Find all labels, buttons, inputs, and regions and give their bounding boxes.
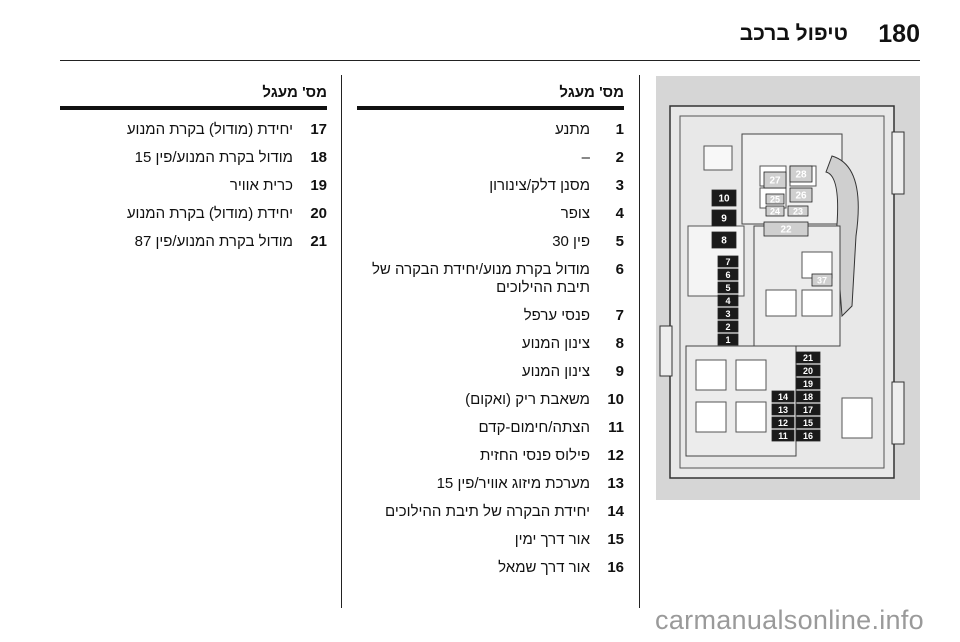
top-relay [704, 146, 732, 170]
fuse-label: 24 [769, 206, 781, 217]
fuse-21 [796, 352, 820, 363]
table-row [357, 302, 624, 330]
fuse-label: 5 [725, 283, 731, 293]
header-divider [60, 60, 920, 61]
fuse-6 [718, 269, 738, 280]
column-divider-left [341, 75, 342, 608]
circuit-description: יחידת (מודול) בקרת המנוע [126, 121, 293, 138]
table-body [357, 116, 624, 582]
fuse-table-continued [60, 78, 327, 256]
circuit-number: 8 [615, 335, 624, 352]
fuse-22 [764, 222, 808, 236]
fuse-label: 11 [778, 431, 788, 441]
fuse-15 [796, 417, 820, 428]
fuse-label: 1 [725, 335, 731, 345]
table-row [357, 172, 624, 200]
circuit-number: 7 [615, 307, 624, 324]
fuse-11 [772, 430, 794, 441]
watermark: carmanualsonline.info [655, 605, 924, 635]
table-row [60, 116, 327, 144]
fuse-label: 8 [721, 235, 727, 247]
table-row [357, 330, 624, 358]
circuit-number: 17 [310, 121, 327, 138]
fuse-24 [766, 206, 784, 217]
circuit-number: 15 [607, 531, 624, 548]
table-header-label: מס' מעגל [262, 84, 327, 101]
circuit-description: אור דרך שמאל [498, 559, 590, 576]
circuit-number: 9 [615, 363, 624, 380]
table-row [60, 144, 327, 172]
table-row [357, 144, 624, 172]
circuit-description: צינון המנוע [521, 363, 590, 380]
circuit-description: מודול בקרת המנוע/פין 87 [134, 233, 293, 250]
table-row [357, 256, 624, 302]
chapter-title: טיפול ברכב [739, 22, 848, 45]
fuse-7 [718, 256, 738, 267]
fuse-label: 7 [725, 257, 731, 267]
fuse-label: 28 [795, 169, 807, 181]
circuit-number: 5 [615, 233, 624, 250]
fuse-5 [718, 282, 738, 293]
fuse-label: 9 [721, 213, 727, 225]
fuse-label: 15 [802, 418, 814, 428]
fuse-label: 22 [780, 224, 792, 236]
fuse-box-illustration [656, 76, 920, 500]
circuit-number: 3 [615, 177, 624, 194]
table-header [60, 78, 327, 110]
fuse-label: 17 [802, 405, 814, 415]
circuit-number: 21 [310, 233, 327, 250]
table-row [357, 414, 624, 442]
lower-slot [696, 360, 726, 390]
mid-slot [802, 290, 832, 316]
fuse-2 [718, 321, 738, 332]
fuse-18 [796, 391, 820, 402]
side-clip [892, 382, 904, 444]
fuse-1 [718, 334, 738, 345]
fuse-13 [772, 404, 794, 415]
table-body [60, 116, 327, 256]
lower-slot [736, 360, 766, 390]
circuit-number: 4 [615, 205, 624, 222]
lower-slot [842, 398, 872, 438]
fuse-label: 10 [718, 193, 730, 205]
circuit-description: מודול בקרת המנוע/פין 15 [134, 149, 293, 166]
circuit-description: צופר [560, 205, 590, 222]
table-row [60, 228, 327, 256]
fuse-3 [718, 308, 738, 319]
fuse-table-main [357, 78, 624, 582]
fuse-label: 19 [802, 379, 814, 389]
table-row [357, 358, 624, 386]
fuse-label: 25 [769, 194, 781, 205]
table-header-label: מס' מעגל [559, 84, 624, 101]
fuse-16 [796, 430, 820, 441]
side-clip [660, 326, 672, 376]
circuit-description: יחידת הבקרה של תיבת ההילוכים [385, 503, 590, 520]
fuse-26 [790, 188, 812, 202]
circuit-number: 10 [607, 391, 624, 408]
table-row [357, 526, 624, 554]
table-row [357, 498, 624, 526]
fuse-14 [772, 391, 794, 402]
table-row [60, 200, 327, 228]
circuit-description: – [581, 149, 590, 166]
table-row [357, 470, 624, 498]
fuse-label: 3 [725, 309, 731, 319]
page-header [60, 14, 920, 60]
fuse-label: 14 [777, 392, 789, 402]
circuit-description: מתנע [555, 121, 590, 138]
circuit-description: צינון המנוע [521, 335, 590, 352]
table-row [357, 442, 624, 470]
table-row [357, 228, 624, 256]
fuse-4 [718, 295, 738, 306]
table-header [357, 78, 624, 110]
circuit-number: 19 [310, 177, 327, 194]
fuse-37 [812, 274, 832, 286]
circuit-number: 11 [608, 419, 624, 436]
circuit-description: אור דרך ימין [514, 531, 590, 548]
circuit-number: 2 [615, 149, 624, 166]
fuse-label: 13 [777, 405, 789, 415]
fuse-label: 18 [802, 392, 814, 402]
circuit-description: מערכת מיזוג אוויר/פין 15 [436, 475, 590, 492]
mid-slot [766, 290, 796, 316]
fuse-12 [772, 417, 794, 428]
circuit-description: פילוס פנסי החזית [480, 447, 590, 464]
fuse-10 [712, 190, 736, 206]
table-row [357, 200, 624, 228]
fuse-label: 2 [725, 322, 731, 332]
side-clip [892, 132, 904, 194]
fuse-label: 4 [725, 296, 731, 306]
fuse-25 [766, 194, 784, 205]
circuit-number: 20 [310, 205, 327, 222]
fuse-19 [796, 378, 820, 389]
fuse-label: 6 [725, 270, 731, 280]
fuse-label: 23 [792, 206, 804, 217]
circuit-number: 12 [607, 447, 624, 464]
page-number: 180 [878, 20, 920, 48]
fuse-label: 12 [777, 418, 789, 428]
circuit-description: מסנן דלק/צינורון [489, 177, 590, 194]
circuit-description: הצתה/חימום-קדם [478, 419, 590, 436]
fuse-8 [712, 232, 736, 248]
fuse-23 [788, 206, 808, 217]
circuit-description: מודול בקרת מנוע/יחידת הבקרה של תיבת ההילוכים [371, 261, 590, 296]
circuit-number: 13 [607, 475, 624, 492]
fuse-28 [790, 166, 812, 182]
lower-slot [736, 402, 766, 432]
fuse-27 [764, 172, 786, 188]
circuit-number: 16 [607, 559, 624, 576]
fuse-label: 20 [802, 366, 814, 376]
fuse-label: 21 [802, 353, 814, 363]
fuse-label: 27 [769, 175, 781, 187]
circuit-number: 14 [607, 503, 624, 520]
lower-slot [696, 402, 726, 432]
fuse-9 [712, 210, 736, 226]
column-divider-right [639, 75, 640, 608]
fuse-label: 26 [795, 190, 807, 202]
fuse-label: 37 [816, 275, 828, 286]
fuse-label: 16 [802, 431, 814, 441]
table-row [357, 116, 624, 144]
circuit-description: משאבת ריק (ואקום) [465, 391, 590, 408]
fuse-box-diagram [656, 76, 920, 500]
circuit-number: 6 [615, 261, 624, 278]
circuit-description: פין 30 [552, 233, 590, 250]
circuit-description: כרית אוויר [229, 177, 293, 194]
table-row [357, 386, 624, 414]
circuit-number: 1 [615, 121, 624, 138]
circuit-description: פנסי ערפל [523, 307, 590, 324]
table-row [357, 554, 624, 582]
table-row [60, 172, 327, 200]
fuse-17 [796, 404, 820, 415]
circuit-description: יחידת (מודול) בקרת המנוע [126, 205, 293, 222]
fuse-20 [796, 365, 820, 376]
circuit-number: 18 [310, 149, 327, 166]
